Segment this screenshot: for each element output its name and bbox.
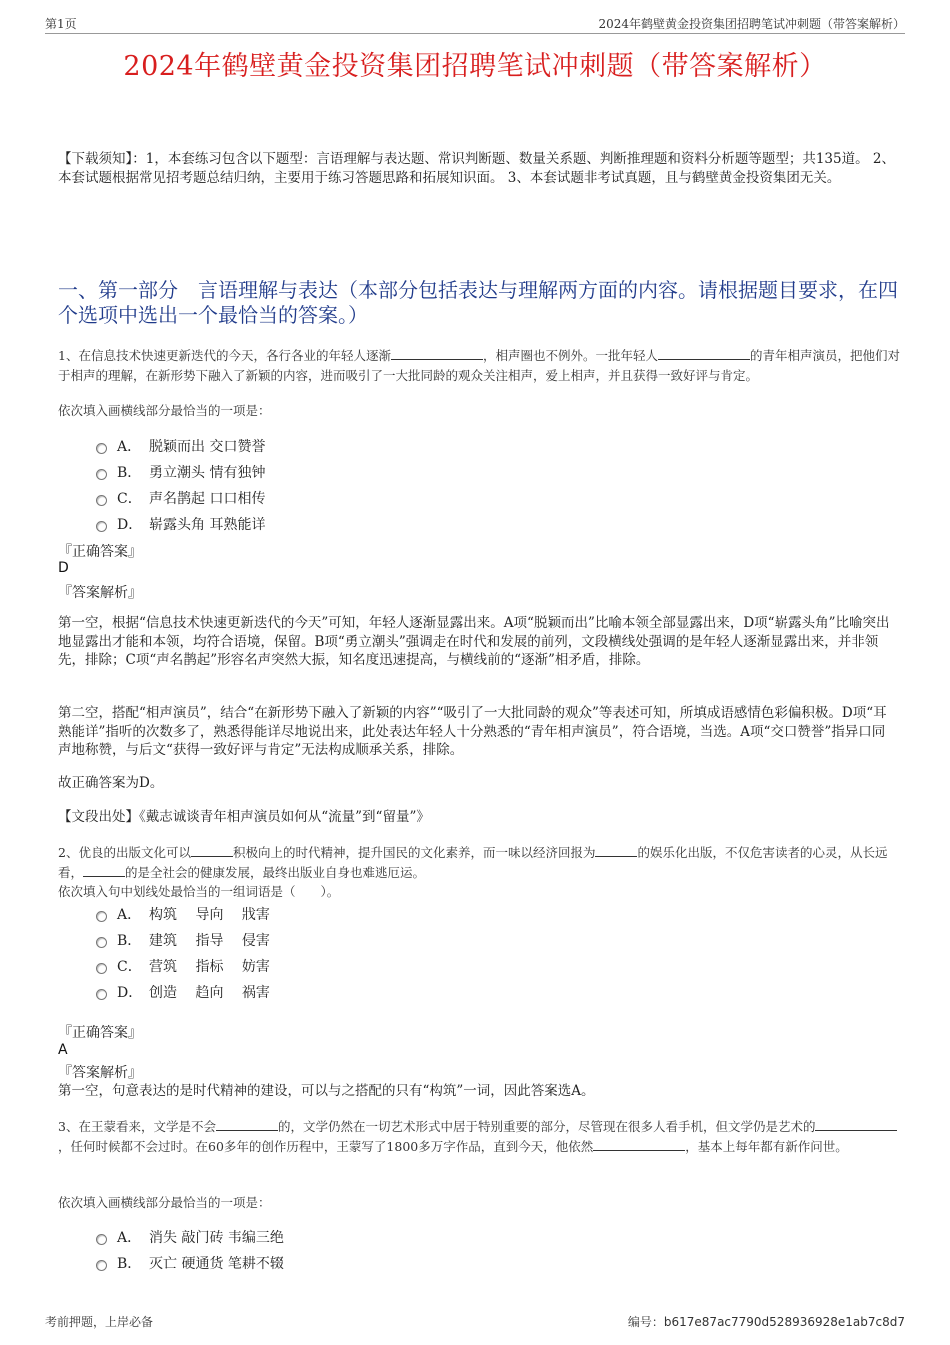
passage-source: 【文段出处】《戴志诚谈青年相声演员如何从“流量”到“留量”》 <box>58 809 430 825</box>
option-a[interactable]: A． 消失 敲门砖 韦编三绝 <box>96 1224 284 1250</box>
blank <box>595 844 637 857</box>
option-b[interactable]: B． 建筑 指导 侵害 <box>96 927 270 953</box>
blank <box>191 844 233 857</box>
option-d[interactable]: D． 创造 趋向 祸害 <box>96 979 270 1005</box>
option-b[interactable]: B． 勇立潮头 情有独钟 <box>96 459 265 485</box>
radio-icon[interactable] <box>96 911 107 922</box>
radio-icon[interactable] <box>96 495 107 506</box>
radio-icon[interactable] <box>96 963 107 974</box>
option-a[interactable]: A． 脱颖而出 交口赞誉 <box>96 433 265 459</box>
radio-icon[interactable] <box>96 1234 107 1245</box>
analysis-conclusion: 故正确答案为D。 <box>58 775 164 791</box>
blank <box>391 347 483 360</box>
question-2-options <box>96 901 270 1005</box>
analysis-paragraph-2: 第二空，搭配“相声演员”，结合“在新形势下融入了新颖的内容”“吸引了一大批同龄的观众”等表述可知，所填成语感情色彩偏积极。D项“耳熟能详”指听的次数多了，熟悉得能详尽地说出来，此处表达年轻人十分熟悉的“青年相声演员”，符合语境，当选。A项“交口赞誉”指异口同声地称赞，与后文“获得一致好评与肯定”无法构成顺承关系，排除。 <box>58 705 887 758</box>
blank <box>658 347 750 360</box>
radio-icon[interactable] <box>96 443 107 454</box>
radio-icon[interactable] <box>96 521 107 532</box>
blank <box>593 1138 685 1151</box>
question-2-prompt: 依次填入句中划线处最恰当的一组词语是（ ）。 <box>58 884 340 899</box>
question-1-prompt: 依次填入画横线部分最恰当的一项是： <box>58 403 271 418</box>
question-2-text: 2、优良的出版文化可以 积极向上的时代精神，提升国民的文化素养，而一味以经济回报为 的娱乐化出版，不仅危害读者的心灵，从长远看， 的是全社会的健康发展，最终出版业自身也难逃厄运。 <box>58 845 888 880</box>
blank <box>216 1118 278 1131</box>
question-1-text: 1、在信息技术快速更新迭代的今天，各行各业的年轻人逐渐 ，相声圈也不例外。一批年轻人 的青年相声演员，把他们对于相声的理解，在新形势下融入了新颖的内容，进而吸引了一大批同龄的观众关注相声，爱上相声，并且获得一致好评与肯定。 <box>58 348 900 383</box>
blank <box>815 1118 897 1131</box>
question-3-text: 3、在王蒙看来，文学是不会 的，文学仍然在一切艺术形式中居于特别重要的部分，尽管现在很多人看手机，但文学仍是艺术的，任何时候都不会过时。在60多年的创作历程中，王蒙写了1800多万字作品，直到今天，他依然 ，基本上每年都有新作问世。 <box>58 1117 903 1157</box>
analysis-label: 『答案解析』 <box>58 1065 142 1081</box>
download-notice: 【下载须知】：1，本套练习包含以下题型：言语理解与表达题、常识判断题、数量关系题、判断推理题和资料分析题等题型；共135道。 2、本套试题根据常见招考题总结归纳，主要用于练习答题思路和拓展知识面。 3、本套试题非考试真题，且与鹤壁黄金投资集团无关。 <box>58 151 895 186</box>
question-3-options <box>96 1224 284 1276</box>
correct-answer-label: 『正确答案』 <box>58 544 142 560</box>
option-a[interactable]: A． 构筑 导向 戕害 <box>96 901 270 927</box>
radio-icon[interactable] <box>96 1260 107 1271</box>
option-c[interactable]: C． 营筑 指标 妨害 <box>96 953 270 979</box>
section-title: 一、第一部分 言语理解与表达（本部分包括表达与理解两方面的内容。请根据题目要求，在四个选项中选出一个最恰当的答案。） <box>58 278 898 327</box>
option-b[interactable]: B． 灭亡 硬通货 笔耕不辍 <box>96 1250 284 1276</box>
analysis-paragraph: 第一空，句意表达的是时代精神的建设，可以与之搭配的只有“构筑”一词，因此答案选A。 <box>58 1083 595 1099</box>
footer-slogan: 考前押题，上岸必备 <box>45 1315 154 1329</box>
radio-icon[interactable] <box>96 989 107 1000</box>
analysis-paragraph-1: 第一空，根据“信息技术快速更新迭代的今天”可知，年轻人逐渐显露出来。A项“脱颖而出”比喻本领全部显露出来，D项“崭露头角”比喻突出地显露出才能和本领，均符合语境，保留。B项“勇立潮头”强调走在时代和发展的前列，文段横线处强调的是年轻人逐渐显露出来，并非领先，排除；C项“声名鹊起”形容名声突然大振，知名度迅速提高，与横线前的“逐渐”相矛盾，排除。 <box>58 615 890 668</box>
question-1-options <box>96 433 265 537</box>
question-3-prompt: 依次填入画横线部分最恰当的一项是： <box>58 1195 271 1210</box>
option-c[interactable]: C． 声名鹊起 口口相传 <box>96 485 265 511</box>
analysis-label: 『答案解析』 <box>58 585 142 601</box>
correct-answer-value: D <box>58 560 69 576</box>
footer-code: 编号：b617e87ac7790d528936928e1ab7c8d7 <box>627 1315 905 1329</box>
correct-answer-label: 『正确答案』 <box>58 1025 142 1041</box>
document-title: 2024年鹤壁黄金投资集团招聘笔试冲刺题（带答案解析） <box>123 51 827 82</box>
radio-icon[interactable] <box>96 469 107 480</box>
header-doc-title: 2024年鹤壁黄金投资集团招聘笔试冲刺题（带答案解析） <box>598 17 905 31</box>
radio-icon[interactable] <box>96 937 107 948</box>
page-header <box>45 13 905 34</box>
correct-answer-value: A <box>58 1042 68 1058</box>
option-d[interactable]: D． 崭露头角 耳熟能详 <box>96 511 265 537</box>
blank <box>83 864 125 877</box>
page-number: 第1页 <box>45 17 77 31</box>
